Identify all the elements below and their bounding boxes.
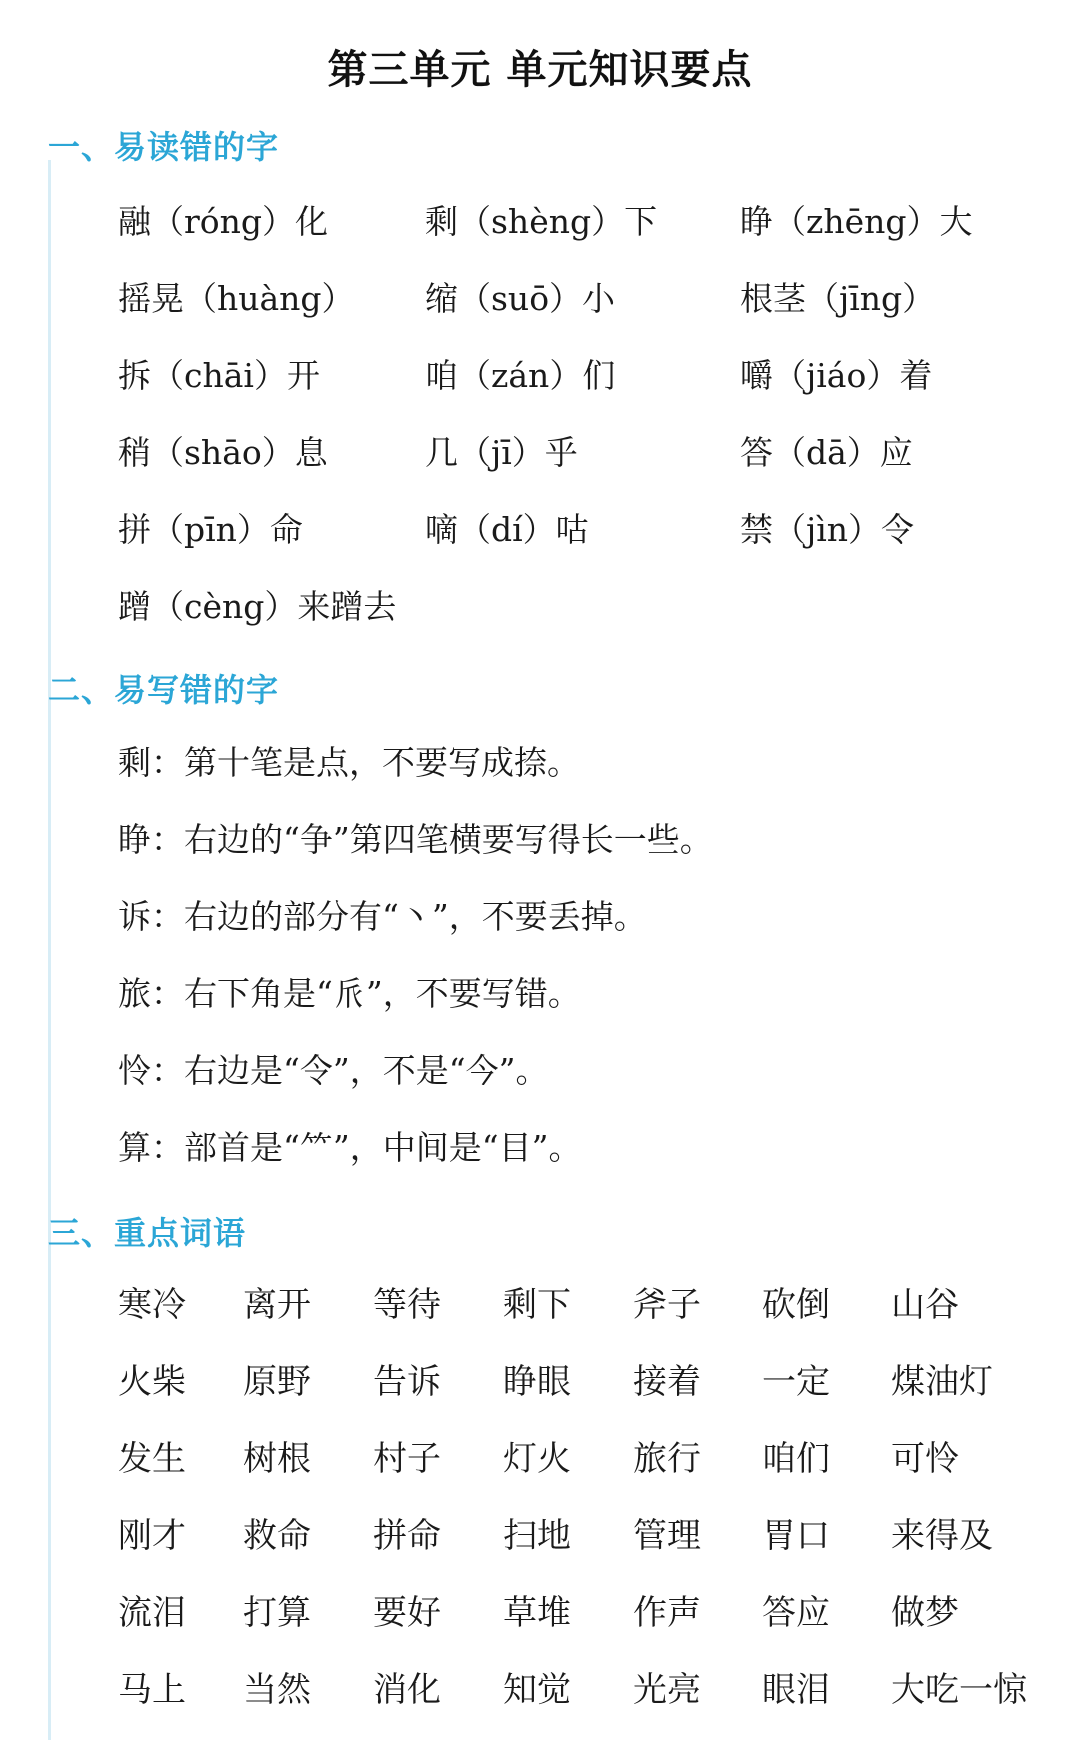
vocabulary-word: 火柴 — [118, 1362, 186, 1402]
writing-note: 旅：右下角是“𠂢”，不要写错。 — [118, 974, 581, 1013]
vocabulary-word: 可怜 — [891, 1439, 959, 1479]
vocabulary-row — [0, 1660, 1080, 1720]
vocabulary-word: 作声 — [633, 1593, 701, 1633]
vocabulary-word: 打算 — [243, 1593, 311, 1633]
vocabulary-word: 知觉 — [503, 1670, 571, 1710]
vocabulary-word: 马上 — [118, 1670, 186, 1710]
vocabulary-word: 煤油灯 — [891, 1362, 993, 1402]
vocabulary-word: 草堆 — [503, 1593, 571, 1633]
pinyin-entry: 融（róng）化 — [118, 202, 329, 241]
section-heading-vocabulary: 三、重点词语 — [48, 1214, 247, 1252]
vocabulary-word: 接着 — [633, 1362, 701, 1402]
vocabulary-row — [0, 1583, 1080, 1643]
vocabulary-word: 树根 — [243, 1439, 311, 1479]
pinyin-entry: 答（dā）应 — [740, 433, 913, 472]
section-heading-reading: 一、易读错的字 — [48, 128, 280, 166]
vocabulary-word: 要好 — [373, 1593, 441, 1633]
pinyin-entry: 嚼（jiáo）着 — [740, 356, 933, 395]
vocabulary-word: 剩下 — [503, 1285, 571, 1325]
page-title: 第三单元 单元知识要点 — [327, 47, 753, 93]
pinyin-entry: 嘀（dí）咕 — [425, 510, 589, 549]
vocabulary-word: 告诉 — [373, 1362, 441, 1402]
vocabulary-word: 砍倒 — [762, 1285, 830, 1325]
reading-row — [0, 500, 1080, 560]
vocabulary-word: 消化 — [373, 1670, 441, 1710]
vocabulary-word: 旅行 — [633, 1439, 701, 1479]
pinyin-entry: 禁（jìn）令 — [740, 510, 915, 549]
pinyin-entry: 蹭（cèng）来蹭去 — [118, 587, 397, 626]
vocabulary-word: 管理 — [633, 1516, 701, 1556]
vocabulary-word: 斧子 — [633, 1285, 701, 1325]
vocabulary-word: 一定 — [762, 1362, 830, 1402]
vocabulary-word: 来得及 — [891, 1516, 993, 1556]
pinyin-entry: 咱（zán）们 — [425, 356, 616, 395]
vocabulary-word: 等待 — [373, 1285, 441, 1325]
pinyin-entry: 睁（zhēng）大 — [740, 202, 973, 241]
vocabulary-word: 离开 — [243, 1285, 311, 1325]
pinyin-entry: 摇晃（huàng） — [118, 279, 355, 318]
pinyin-entry: 缩（suō）小 — [425, 279, 616, 318]
writing-note: 算：部首是“⺮”，中间是“目”。 — [118, 1128, 582, 1167]
vocabulary-row — [0, 1429, 1080, 1489]
vocabulary-word: 做梦 — [891, 1593, 959, 1633]
pinyin-entry: 根茎（jīng） — [740, 279, 936, 318]
vocabulary-word: 胃口 — [762, 1516, 830, 1556]
reading-row — [0, 269, 1080, 329]
vocabulary-word: 咱们 — [762, 1439, 830, 1479]
vocabulary-row — [0, 1352, 1080, 1412]
vocabulary-row — [0, 1506, 1080, 1566]
vocabulary-word: 灯火 — [503, 1439, 571, 1479]
reading-row — [0, 346, 1080, 406]
vocabulary-word: 答应 — [762, 1593, 830, 1633]
pinyin-entry: 剩（shèng）下 — [425, 202, 658, 241]
pinyin-entry: 拆（chāi）开 — [118, 356, 320, 395]
writing-note: 睁：右边的“争”第四笔横要写得长一些。 — [118, 820, 713, 859]
section-heading-writing: 二、易写错的字 — [48, 671, 280, 709]
vocabulary-word: 原野 — [243, 1362, 311, 1402]
pinyin-entry: 几（jī）乎 — [425, 433, 578, 472]
vocabulary-word: 光亮 — [633, 1670, 701, 1710]
reading-row — [0, 192, 1080, 252]
vocabulary-word: 大吃一惊 — [891, 1670, 1027, 1710]
vocabulary-word: 当然 — [243, 1670, 311, 1710]
vocabulary-word: 村子 — [373, 1439, 441, 1479]
pinyin-entry: 稍（shāo）息 — [118, 433, 328, 472]
vocabulary-word: 睁眼 — [503, 1362, 571, 1402]
vocabulary-word: 寒冷 — [118, 1285, 186, 1325]
reading-row — [0, 577, 1080, 637]
vocabulary-word: 眼泪 — [762, 1670, 830, 1710]
writing-note: 诉：右边的部分有“丶”，不要丢掉。 — [118, 897, 647, 936]
vocabulary-word: 流泪 — [118, 1593, 186, 1633]
vocabulary-word: 刚才 — [118, 1516, 186, 1556]
vocabulary-word: 拼命 — [373, 1516, 441, 1556]
pinyin-entry: 拼（pīn）命 — [118, 510, 303, 549]
vocabulary-word: 发生 — [118, 1439, 186, 1479]
vocabulary-row — [0, 1275, 1080, 1335]
writing-note: 怜：右边是“令”，不是“今”。 — [118, 1051, 549, 1090]
vocabulary-word: 扫地 — [503, 1516, 571, 1556]
writing-note: 剩：第十笔是点，不要写成捺。 — [118, 743, 580, 782]
reading-row — [0, 423, 1080, 483]
vocabulary-word: 救命 — [243, 1516, 311, 1556]
vocabulary-word: 山谷 — [891, 1285, 959, 1325]
